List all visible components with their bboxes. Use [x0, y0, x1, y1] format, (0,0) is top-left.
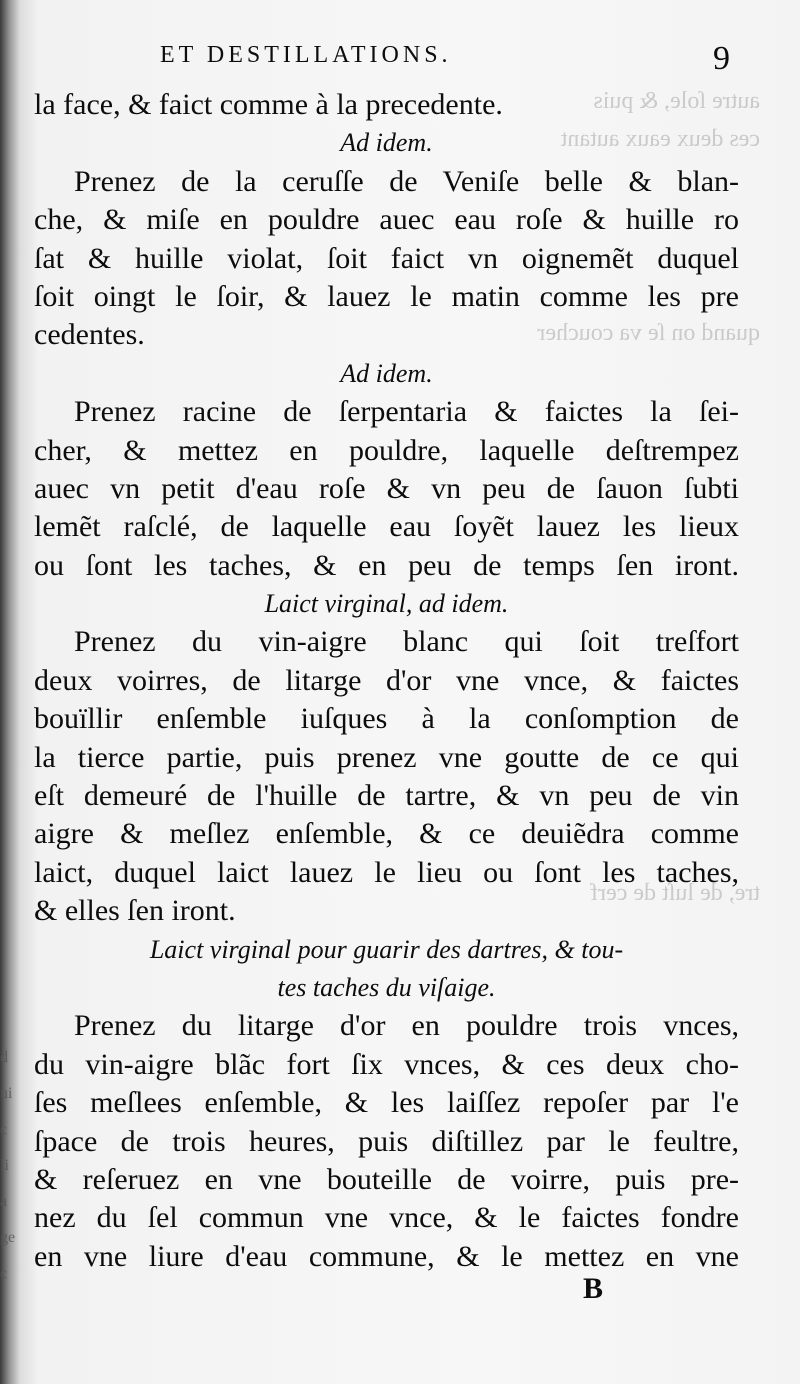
text-line: che, & miſe en pouldre auec eau roſe & huille ro [34, 203, 739, 237]
margin-fragment: d ui c li a ge c [0, 1049, 16, 1282]
show-through-text: ces deux eaux autant [560, 126, 760, 152]
text-line: nez du ſel commun vne vnce, & le faictes fondre [34, 1201, 739, 1235]
section-heading: Laict virginal pour guarir des dartres, & tou- [149, 934, 624, 964]
text-line: Prenez racine de ſerpentaria & faictes la ſei- [74, 395, 739, 429]
text-line: aigre & meſlez enſemble, & ce deuiẽdra comme [34, 817, 739, 851]
text-line: ſpace de trois heures, puis diſtillez par le feultre, [34, 1124, 739, 1158]
text-line: du vin-aigre blãc fort ſix vnces, & ces deux cho- [34, 1047, 739, 1081]
show-through-text: tre, de luſt de cerf [590, 880, 760, 906]
text-line: Prenez de la ceruſſe de Veniſe belle & blan- [74, 164, 739, 198]
text-line: Prenez du litarge d'or en pouldre trois vnces, [74, 1009, 739, 1043]
text-line: Prenez du vin-aigre blanc qui ſoit treſfort [74, 625, 739, 659]
text-line: cher, & mettez en pouldre, laquelle deſtrempez [34, 433, 739, 467]
text-line: ou ſont les taches, & en peu de temps ſen iront. [34, 548, 739, 582]
section-heading: Ad idem. [340, 128, 433, 158]
text-line: bouïllir enſemble iuſques à la conſomption de [34, 702, 739, 736]
section-heading: tes taches du viſaige. [277, 972, 496, 1002]
signature-mark: B [583, 1272, 604, 1305]
text-line: lemẽt raſclé, de laquelle eau ſoyẽt lauez les lieux [34, 510, 739, 544]
show-through-text: autre ſole, & puis [593, 88, 760, 114]
text-line: la face, & faict comme à la precedente. [34, 88, 503, 121]
page-number: 9 [713, 40, 730, 77]
section-heading: Ad idem. [340, 358, 433, 388]
text-line: laict, duquel laict lauez le lieu ou ſont les taches, [34, 855, 739, 889]
text-line: & reſeruez en vne bouteille de voirre, puis pre- [34, 1162, 739, 1196]
section-heading: Laict virginal, ad idem. [264, 589, 509, 619]
text-line: ſoit oingt le ſoir, & lauez le matin comme les pre [34, 279, 739, 313]
show-through-text: quand on ſe va coucher [537, 320, 760, 346]
running-header: ET DESTILLATIONS. [160, 42, 452, 68]
text-line: cedentes. [34, 318, 145, 352]
text-line: auec vn petit d'eau roſe & vn peu de ſauon ſubti [34, 471, 739, 505]
text-line: ſat & huille violat, ſoit faict vn oignemẽt duquel [34, 241, 739, 275]
text-line: deux voirres, de litarge d'or vne vnce, & faictes [34, 663, 739, 697]
text-line: ſes meſlees enſemble, & les laiſſez repoſer par l'e [34, 1086, 739, 1120]
page-body [34, 86, 739, 1276]
text-line: eſt demeuré de l'huille de tartre, & vn peu de vin [34, 779, 739, 813]
text-line: la tierce partie, puis prenez vne goutte de ce qui [34, 740, 739, 774]
text-line: en vne liure d'eau commune, & le mettez en vne [34, 1239, 739, 1273]
text-line: & elles ſen iront. [34, 894, 236, 928]
